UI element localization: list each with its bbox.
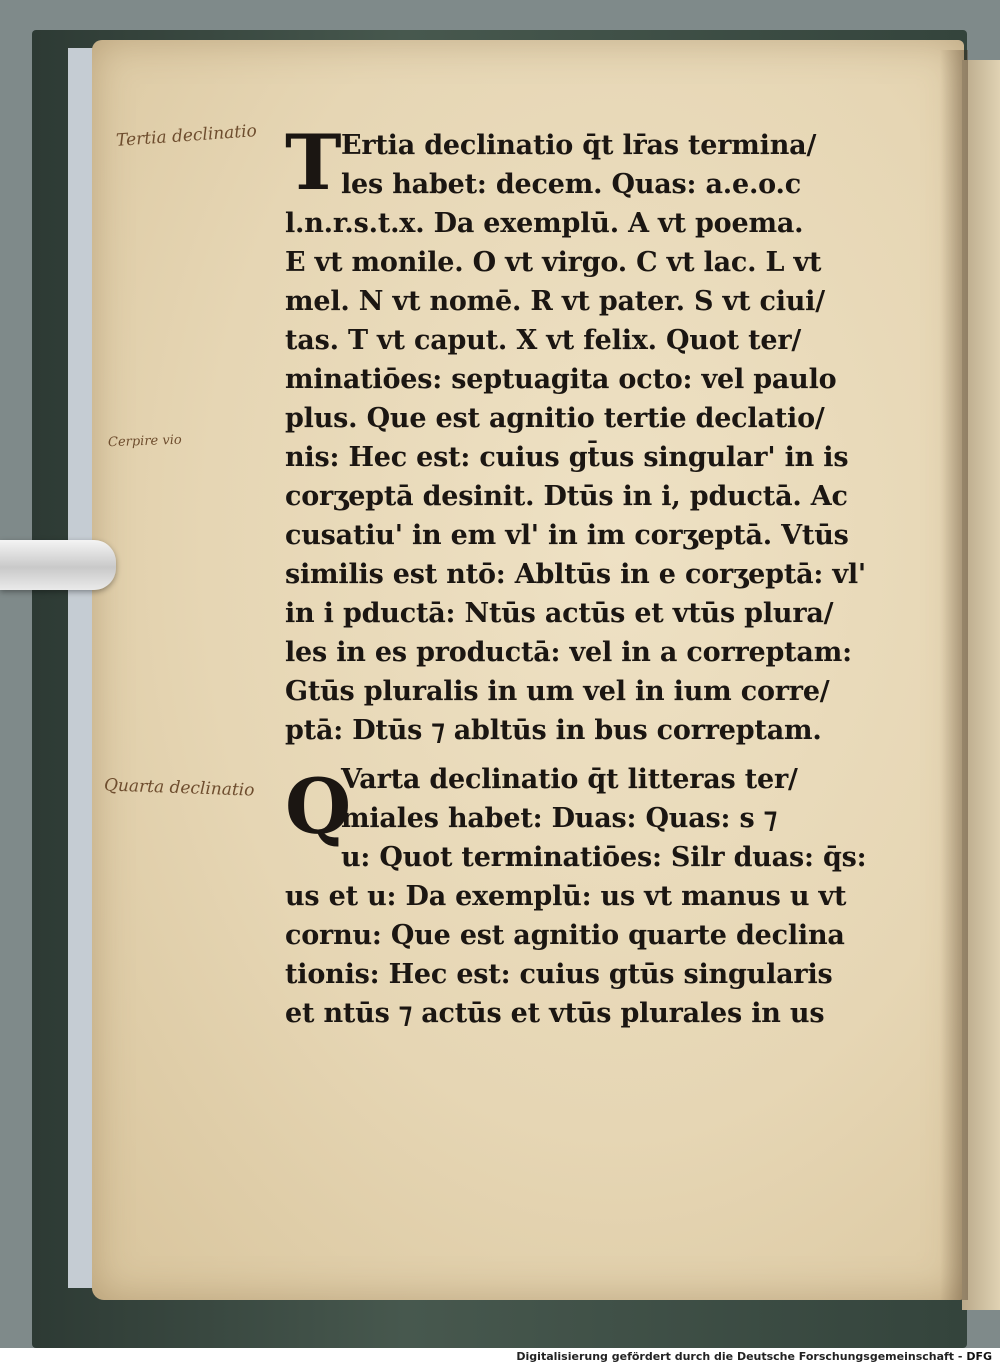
section-tertia-declinatio [285,118,915,750]
digitization-footer [516,1350,992,1363]
text-line: Ertia declinatio q̄t lr̄as termina/ [341,130,817,161]
text-line: E vt monile. O vt virgo. C vt lac. L vt [285,247,822,278]
text-line: ptā: Dtūs ⁊ abltūs in bus correptam. [285,715,822,746]
marginal-note-tertia: Tertia declinatio [115,121,258,151]
text-line: Varta declinatio q̄t litteras ter/ [341,764,798,795]
text-line: les in es productā: vel in a correptam: [285,637,852,668]
text-line: in i pductā: Ntūs actūs et vtūs plura/ [285,598,834,629]
decorated-initial-t: T [285,118,342,207]
text-line: nis: Hec est: cuius gt̄us singular' in is [285,442,849,473]
text-line: minatiōes: septuagita octo: vel paulo [285,364,837,395]
text-line: les habet: decem. Quas: a.e.o.c [341,169,801,200]
text-line: l.n.r.s.t.x. Da exemplū. A vt poema. [285,208,804,239]
text-line: corʒeptā desinit. Dtūs in i, pductā. Ac [285,481,848,512]
text-line: miales habet: Duas: Quas: s ⁊ [341,803,777,834]
text-line: u: Quot terminatiōes: Silr duas: q̄s: [341,842,867,873]
text-line: us et u: Da exemplū: us vt manus u vt [285,881,847,912]
text-line: plus. Que est agnitio tertie declatio/ [285,403,825,434]
text-line: cusatiu' in em vl' in im corʒeptā. Vtūs [285,520,849,551]
page-gutter-shadow [940,50,968,1300]
footer-text: Digitalisierung gefördert durch die Deutsche Forschungsgemeinschaft - [516,1350,963,1363]
dfg-logo: DFG [966,1350,992,1363]
text-line: tas. T vt caput. X vt felix. Quot ter/ [285,325,802,356]
text-line: similis est ntō: Abltūs in e corʒeptā: vl' [285,559,866,590]
text-line: cornu: Que est agnitio quarte declina [285,920,845,951]
marginal-note-middle: Cerpire vio [107,432,182,451]
text-line: et ntūs ⁊ actūs et vtūs plurales in us [285,998,825,1029]
glass-page-weight [0,540,116,590]
section-quarta-declinatio [285,760,915,1033]
text-line: mel. N vt nomē. R vt pater. S vt ciui/ [285,286,825,317]
text-line: tionis: Hec est: cuius gtūs singularis [285,959,833,990]
marginal-note-quarta: Quarta declinatio [103,775,255,801]
text-line: Gtūs pluralis in um vel in ium corre/ [285,676,830,707]
decorated-initial-q: Q [285,762,352,851]
printed-text-block [285,118,915,1033]
